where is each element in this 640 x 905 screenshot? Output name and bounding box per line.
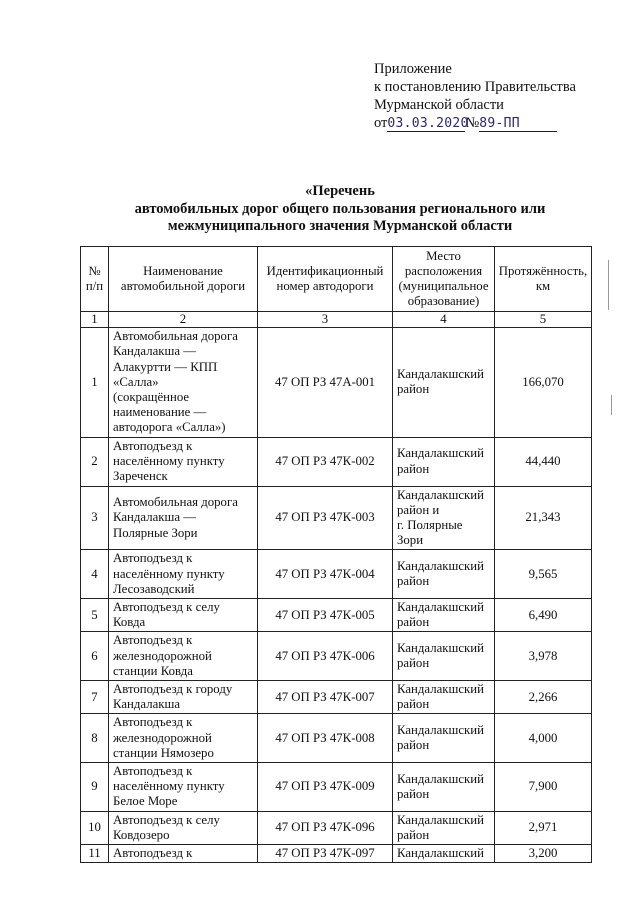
number-prefix: № (465, 115, 480, 131)
road-length: 21,343 (495, 486, 592, 550)
appendix-region: Мурманской области (374, 97, 504, 113)
road-name: Автоподъезд к населённому пункту Белое Море (109, 763, 258, 812)
road-name: Автоподъезд к селу Ковдозеро (109, 811, 258, 844)
row-number: 11 (81, 845, 109, 863)
road-id: 47 ОП РЗ 47К-005 (258, 599, 393, 632)
road-length: 9,565 (495, 550, 592, 599)
road-name: Автоподъезд к населённому пункту Лесозаводский (109, 550, 258, 599)
table-row (81, 437, 592, 486)
road-location: Кандалакшский (393, 845, 495, 863)
road-location: Кандалакшский район (393, 714, 495, 763)
road-id: 47 ОП РЗ 47К-097 (258, 845, 393, 863)
row-number: 5 (81, 599, 109, 632)
road-location: Кандалакшский район и г. Полярные Зори (393, 486, 495, 550)
road-location: Кандалакшский район (393, 328, 495, 437)
column-numbers-row (81, 312, 592, 328)
column-number: 1 (81, 312, 109, 328)
appendix-block (374, 60, 624, 132)
header-num: № п/п (81, 247, 109, 312)
road-length: 166,070 (495, 328, 592, 437)
table-row (81, 714, 592, 763)
road-name: Автоподъезд к селу Ковда (109, 599, 258, 632)
appendix-date-line (374, 114, 624, 132)
road-name: Автомобильная дорога Кандалакша — Алакуртти — КПП «Салла» (сокращённое наименование — автодорога «Салла») (109, 328, 258, 437)
road-id: 47 ОП РЗ 47К-006 (258, 632, 393, 681)
row-number: 8 (81, 714, 109, 763)
header-road-name: Наименование автомобильной дороги (109, 247, 258, 312)
road-name: Автоподъезд к железнодорожной станции Ковда (109, 632, 258, 681)
row-number: 4 (81, 550, 109, 599)
road-location: Кандалакшский район (393, 437, 495, 486)
title-line-3: межмуниципального значения Мурманской области (167, 218, 513, 234)
resolution-date: 03.03.2020 (387, 116, 469, 131)
road-location: Кандалакшский район (393, 632, 495, 681)
road-location: Кандалакшский район (393, 599, 495, 632)
title-line-1: «Перечень (305, 183, 375, 199)
road-name: Автомобильная дорога Кандалакша — Полярные Зори (109, 486, 258, 550)
road-name: Автоподъезд к городу Кандалакша (109, 681, 258, 714)
road-length: 4,000 (495, 714, 592, 763)
road-length: 2,971 (495, 811, 592, 844)
table-row (81, 328, 592, 437)
road-length: 6,490 (495, 599, 592, 632)
row-number: 10 (81, 811, 109, 844)
row-number: 9 (81, 763, 109, 812)
road-name: Автоподъезд к населённому пункту Зареченск (109, 437, 258, 486)
road-name: Автоподъезд к железнодорожной станции Нямозеро (109, 714, 258, 763)
row-number: 3 (81, 486, 109, 550)
roads-table (80, 246, 592, 863)
table-row (81, 763, 592, 812)
row-number: 2 (81, 437, 109, 486)
road-length: 3,978 (495, 632, 592, 681)
table-row (81, 811, 592, 844)
scan-mark (611, 395, 612, 415)
road-id: 47 ОП РЗ 47К-002 (258, 437, 393, 486)
table-row (81, 681, 592, 714)
column-number: 2 (109, 312, 258, 328)
table-row (81, 632, 592, 681)
header-location: Место расположения (муниципальное образование) (393, 247, 495, 312)
table-row (81, 486, 592, 550)
road-id: 47 ОП РЗ 47К-096 (258, 811, 393, 844)
road-id: 47 ОП РЗ 47К-008 (258, 714, 393, 763)
road-name: Автоподъезд к (109, 845, 258, 863)
road-length: 3,200 (495, 845, 592, 863)
road-location: Кандалакшский район (393, 681, 495, 714)
row-number: 1 (81, 328, 109, 437)
table-header-row (81, 247, 592, 312)
title-line-2: автомобильных дорог общего пользования регионального или (134, 200, 546, 217)
road-location: Кандалакшский район (393, 550, 495, 599)
road-length: 44,440 (495, 437, 592, 486)
column-number: 5 (495, 312, 592, 328)
road-location: Кандалакшский район (393, 811, 495, 844)
road-length: 2,266 (495, 681, 592, 714)
road-id: 47 ОП РЗ 47К-004 (258, 550, 393, 599)
row-number: 6 (81, 632, 109, 681)
row-number: 7 (81, 681, 109, 714)
road-id: 47 ОП РЗ 47К-007 (258, 681, 393, 714)
header-road-id: Идентификационный номер автодороги (258, 247, 393, 312)
document-title (60, 183, 620, 236)
resolution-number: 89-ПП (479, 116, 557, 132)
column-number: 3 (258, 312, 393, 328)
road-id: 47 ОП РЗ 47А-001 (258, 328, 393, 437)
header-length: Протяжённость, км (495, 247, 592, 312)
road-id: 47 ОП РЗ 47К-003 (258, 486, 393, 550)
appendix-resolution: к постановлению Правительства (374, 79, 576, 95)
scan-mark (608, 260, 609, 310)
road-length: 7,900 (495, 763, 592, 812)
date-prefix: от (374, 115, 388, 131)
road-id: 47 ОП РЗ 47К-009 (258, 763, 393, 812)
table-row (81, 550, 592, 599)
appendix-label: Приложение (374, 61, 452, 77)
table-row (81, 845, 592, 863)
road-location: Кандалакшский район (393, 763, 495, 812)
column-number: 4 (393, 312, 495, 328)
table-row (81, 599, 592, 632)
